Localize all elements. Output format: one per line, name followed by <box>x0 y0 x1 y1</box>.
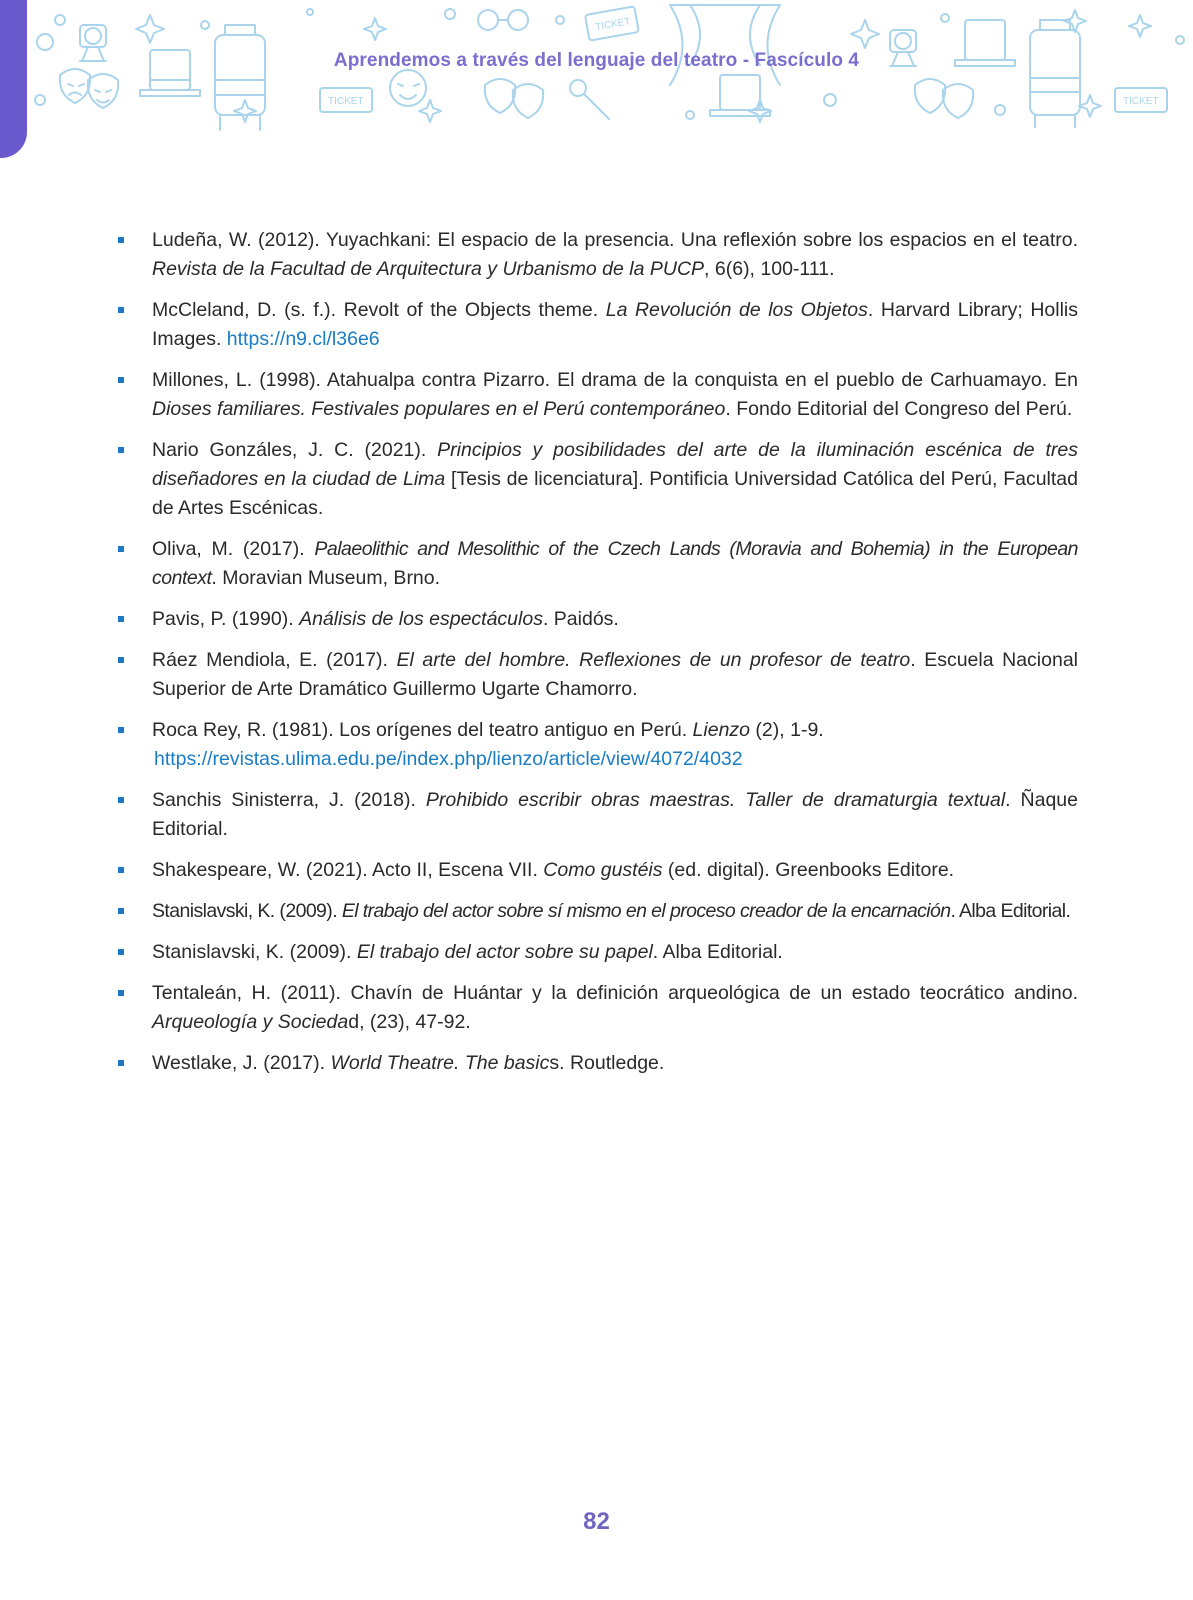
reference-text: (2), 1-9. <box>750 719 824 741</box>
reference-title: Arqueología y Socieda <box>152 1011 349 1033</box>
bullet-icon <box>118 657 124 663</box>
reference-text: . Harvard Library; Hollis Images. <box>152 299 1078 350</box>
reference-item <box>118 716 1078 774</box>
reference-text: [Tesis de licenciatura]. Pontificia Universidad Católica del Perú, Facultad de Artes Escénicas. <box>152 468 1078 519</box>
reference-text: . Paidós. <box>542 608 619 630</box>
reference-title: Análisis de los espectáculos <box>299 608 543 630</box>
reference-text: Sanchis Sinisterra, J. (2018). <box>152 789 426 811</box>
reference-item <box>118 938 1078 967</box>
reference-text: . Alba Editorial. <box>652 941 783 963</box>
reference-text: Pavis, P. (1990). <box>152 608 300 630</box>
reference-title: Palaeolithic and Mesolithic of the Czech Lands (Moravia and Bohemia) in the European context <box>152 538 1079 589</box>
reference-text: Stanislavski, K. (2009). <box>152 900 342 922</box>
reference-item <box>118 366 1078 424</box>
reference-text: McCleland, D. (s. f.). Revolt of the Objects theme. <box>152 299 606 321</box>
reference-text: s. Routledge. <box>549 1052 665 1074</box>
reference-text: Millones, L. (1998). Atahualpa contra Pizarro. El drama de la conquista en el pueblo de Carhuamayo. En <box>152 369 1078 391</box>
reference-text: Oliva, M. (2017). <box>152 538 315 560</box>
running-title: Aprendemos a través del lenguaje del teatro - Fascículo 4 <box>333 50 860 71</box>
reference-item <box>118 226 1078 284</box>
page-number: 82 <box>583 1508 610 1535</box>
ticket-text: TICKET <box>594 16 632 34</box>
reference-item <box>118 296 1078 354</box>
theater-doodle-pattern <box>0 0 1193 160</box>
bullet-icon <box>118 307 124 313</box>
bullet-icon <box>118 377 124 383</box>
reference-title: Revista de la Facultad de Arquitectura y Urbanismo de la PUCP <box>152 258 705 280</box>
reference-text: . Ñaque Editorial. <box>152 789 1078 840</box>
reference-text: d, (23), 47-92. <box>348 1011 471 1033</box>
reference-text: (ed. digital). Greenbooks Editore. <box>662 859 955 881</box>
reference-item <box>118 605 1078 634</box>
reference-title: Prohibido escribir obras maestras. Taller de dramaturgia textual <box>425 789 1006 811</box>
bullet-icon <box>118 447 124 453</box>
reference-item <box>118 897 1078 926</box>
reference-item <box>118 856 1078 885</box>
reference-title: El arte del hombre. Reflexiones de un profesor de teatro <box>396 649 911 671</box>
reference-text: , 6(6), 100-111. <box>704 258 835 280</box>
side-tab <box>0 0 27 158</box>
reference-item <box>118 436 1078 523</box>
reference-text: Stanislavski, K. (2009). <box>152 941 357 963</box>
reference-title: El trabajo del actor sobre su papel <box>356 941 653 963</box>
reference-list <box>118 226 1078 1090</box>
reference-title: El trabajo del actor sobre sí mismo en el proceso creador de la encarnación <box>341 900 951 922</box>
bullet-icon <box>118 546 124 552</box>
reference-text: Westlake, J. (2017). <box>152 1052 331 1074</box>
reference-text: . Moravian Museum, Brno. <box>211 567 441 589</box>
reference-text: Tentaleán, H. (2011). Chavín de Huántar y la definición arqueológica de un estado teocrático andino. <box>152 982 1078 1004</box>
reference-text: . Alba Editorial. <box>950 900 1071 922</box>
bullet-icon <box>118 990 124 996</box>
reference-text: Shakespeare, W. (2021). Acto II, Escena VII. <box>152 859 544 881</box>
ticket-text: TICKET <box>328 96 364 107</box>
reference-title: Como gustéis <box>543 859 663 881</box>
reference-text: Ráez Mendiola, E. (2017). <box>152 649 397 671</box>
bullet-icon <box>118 908 124 914</box>
reference-title: La Revolución de los Objetos <box>605 299 868 321</box>
bullet-icon <box>118 1060 124 1066</box>
reference-text: . Escuela Nacional Superior de Arte Dramático Guillermo Ugarte Chamorro. <box>152 649 1078 700</box>
bullet-icon <box>118 867 124 873</box>
bullet-icon <box>118 797 124 803</box>
reference-item <box>118 979 1078 1037</box>
reference-item <box>118 1049 1078 1078</box>
reference-title: World Theatre. The basic <box>330 1052 550 1074</box>
reference-text: Nario Gonzáles, J. C. (2021). <box>152 439 438 461</box>
reference-link[interactable]: https://n9.cl/l36e6 <box>226 328 380 350</box>
reference-item <box>118 535 1078 593</box>
bullet-icon <box>118 949 124 955</box>
reference-text: Roca Rey, R. (1981). Los orígenes del teatro antiguo en Perú. <box>152 719 693 741</box>
reference-text: . Fondo Editorial del Congreso del Perú. <box>725 398 1073 420</box>
ticket-text: TICKET <box>1123 96 1159 107</box>
header-band <box>0 0 1193 160</box>
reference-title: Dioses familiares. Festivales populares en el Perú contemporáneo <box>152 398 726 420</box>
reference-title: Lienzo <box>692 719 751 741</box>
reference-item <box>118 646 1078 704</box>
bullet-icon <box>118 616 124 622</box>
reference-item <box>118 786 1078 844</box>
reference-link[interactable]: https://revistas.ulima.edu.pe/index.php/lienzo/article/view/4072/4032 <box>154 748 743 770</box>
reference-title: Principios y posibilidades del arte de la iluminación escénica de tres diseñadores en la ciudad de Lima <box>152 439 1078 490</box>
bullet-icon <box>118 727 124 733</box>
reference-text: Ludeña, W. (2012). Yuyachkani: El espacio de la presencia. Una reflexión sobre los espacios en el teatro. <box>152 229 1078 251</box>
bullet-icon <box>118 237 124 243</box>
